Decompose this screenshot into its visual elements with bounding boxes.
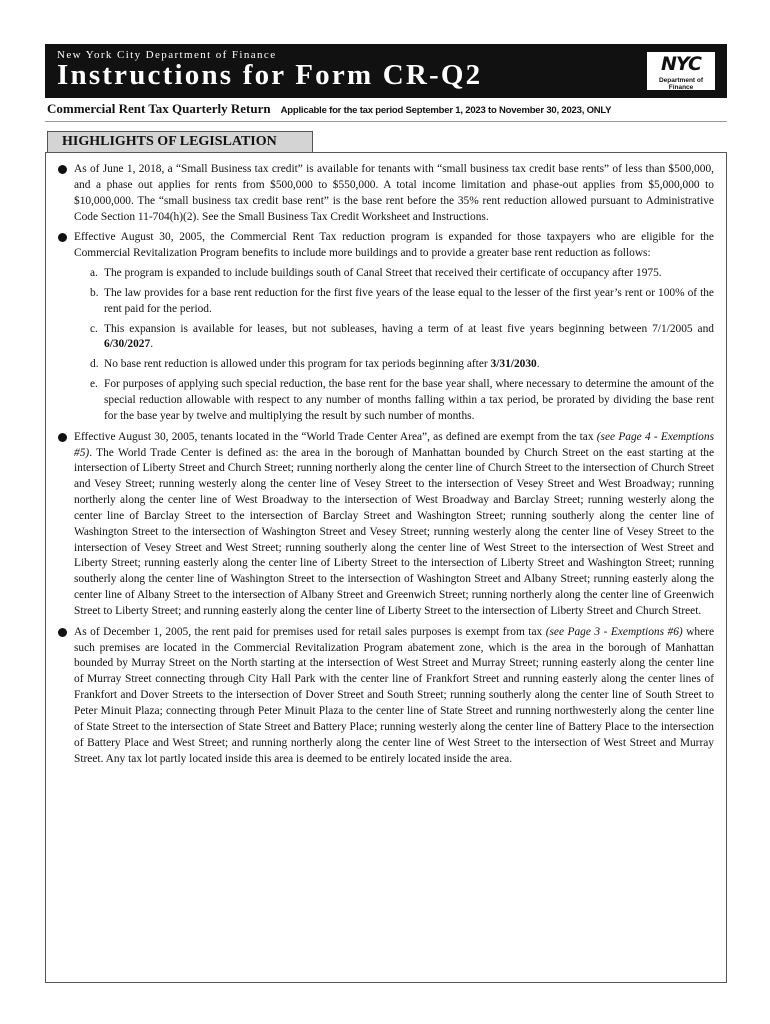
list-item-c xyxy=(74,322,714,354)
exemption-reference: (see Page 3 - Exemptions #6) xyxy=(545,625,683,638)
list-item-b xyxy=(74,286,714,318)
list-item-label: b. xyxy=(90,286,99,299)
bullet-text: As of June 1, 2018, a “Small Business tax credit” is available for tenants with “small business tax credit base rents” of less than $500,000, and a phase out applies for rents from $500,000 to $550,000. A total income limitation and phase-out applies from $5,000,000 to $10,000,000. The “small business tax credit base rent” is the base rent before the 35% rent reduction allowed pursuant to Administrative Code Section 11-704(h)(2). See the Small Business Tax Credit Worksheet and Instructions. xyxy=(74,163,714,223)
exemption-reference: (see Page 4 - Exemptions #5) xyxy=(74,430,715,459)
bullet-icon xyxy=(58,628,67,637)
list-item-end: . xyxy=(150,338,154,351)
list-item-text: No base rent reduction is allowed under this program for tax periods beginning after xyxy=(104,358,491,371)
nyc-logo-mark: NYC xyxy=(661,53,701,75)
list-item-a xyxy=(74,266,714,282)
list-item-label: a. xyxy=(90,267,98,280)
subheader xyxy=(47,100,611,118)
list-item-e xyxy=(74,377,714,425)
nyc-logo-subtext: Department of Finance xyxy=(658,77,704,91)
list-item-end: . xyxy=(536,358,540,371)
lease-end-date: 6/30/2027 xyxy=(104,338,151,351)
bullet-text: Effective August 30, 2005, the Commercial Rent Tax reduction program is expanded for those taxpayers who are eligible for the Commercial Revitalization Program benefits to include more buildings and to provide a greater base rent reduction as follows: xyxy=(74,231,714,260)
list-item-label: e. xyxy=(90,378,98,391)
highlights-content xyxy=(58,162,714,772)
bullet-reduction-program xyxy=(58,230,714,424)
bullet-small-business-credit xyxy=(58,162,714,225)
list-item-label: c. xyxy=(90,322,98,335)
header-bar xyxy=(45,44,727,98)
bullet-text-cont: where such premises are located in the Commercial Revitalization Program abatement zone, which is the area in the borough of Manhattan bounded by Murray Street on the North starting at the intersection of West Street and Murray Street; running easterly along the center line of Murray Street connecting through City Hall Park with the center line of Frankfort Street and running easterly along the center lines of Frankfort and Dover Streets to the intersection of Dover Street and South Street; running southerly along the center line of South Street to Peter Minuit Plaza; connecting through Peter Minuit Plaza to the center line of State Street and running northwesterly along the center line of State Street to the intersection of State Street and Battery Place; running westerly along the center line of Battery Place to the intersection of Battery Place and West Street; and running northerly along the center line of West Street to the intersection of West Street and Murray Street. Any tax lot partly located inside this area is deemed to be entirely located inside the area. xyxy=(74,625,714,765)
section-title: HIGHLIGHTS OF LEGISLATION xyxy=(62,134,277,149)
list-item-text: The program is expanded to include buildings south of Canal Street that received their certificate of occupancy after 1975. xyxy=(104,267,662,280)
list-item-d xyxy=(74,357,714,373)
nyc-logo xyxy=(647,52,715,90)
form-title: Instructions for Form CR-Q2 xyxy=(57,59,483,91)
list-item-label: d. xyxy=(90,358,99,371)
bullet-text-cont: . The World Trade Center is defined as: the area in the borough of Manhattan bounded by Church Street on the east starting at the intersection of Liberty Street and Church Street; running northerly along the center line of Church Street to the intersection of Church Street and Vesey Street; running westerly along the center line of Vesey Street to the intersection of Vesey Street and West Broadway; running northerly along the center line of West Broadway to the intersection of West Broadway and Barclay Street; running westerly along the center line of Barclay Street to the intersection of Barclay Street and Washington Street; running southerly along the center line of Washington Street to the intersection of Washington Street and Vesey Street; running westerly along the center line of Vesey Street to the intersection of Vesey Street and West Street; running southerly along the center line of West Street to the intersection of West Street and Liberty Street; running easterly along the center line of Liberty Street to the intersection of Liberty Street and Washington Street; running southerly along the center line of Washington Street to the intersection of Washington Street and Albany Street; running easterly along the center line of Albany Street to the intersection of Albany Street and Greenwich Street; running northerly along the center line of Greenwich Street to Liberty Street; and running easterly along the center line of Liberty Street to the intersection of Liberty Street and Church Street. xyxy=(74,446,714,617)
bullet-icon xyxy=(58,433,67,442)
list-item-text: For purposes of applying such special reduction, the base rent for the base year shall, where necessary to determine the amount of the special reduction allowable with respect to any number of months falling within a tax period, be prorated by dividing the base rent for the base year by twelve and multiplying the result by such number of months. xyxy=(104,378,714,422)
bullet-icon xyxy=(58,233,67,242)
bullet-world-trade-center xyxy=(58,430,714,620)
header-divider xyxy=(45,121,727,122)
bullet-icon xyxy=(58,165,67,174)
section-tab xyxy=(47,131,313,153)
form-subtitle: Commercial Rent Tax Quarterly Return xyxy=(47,101,271,116)
bullet-retail-exemption xyxy=(58,625,714,768)
applicable-period: Applicable for the tax period September 1, 2023 to November 30, 2023, ONLY xyxy=(280,105,612,116)
department-name: New York City Department of Finance xyxy=(57,49,277,61)
bullet-text: As of December 1, 2005, the rent paid for premises used for retail sales purposes is exempt from tax xyxy=(74,625,546,638)
program-end-date: 3/31/2030 xyxy=(490,358,537,371)
list-item-text: The law provides for a base rent reduction for the first five years of the lease equal to the lesser of the first year’s rent or 100% of the rent paid for the period. xyxy=(104,286,714,315)
bullet-text: Effective August 30, 2005, tenants located in the “World Trade Center Area”, as defined are exempt from the tax xyxy=(74,430,597,443)
list-item-text: This expansion is available for leases, but not subleases, having a term of at least five years beginning between 7/1/2005 and xyxy=(104,322,714,335)
